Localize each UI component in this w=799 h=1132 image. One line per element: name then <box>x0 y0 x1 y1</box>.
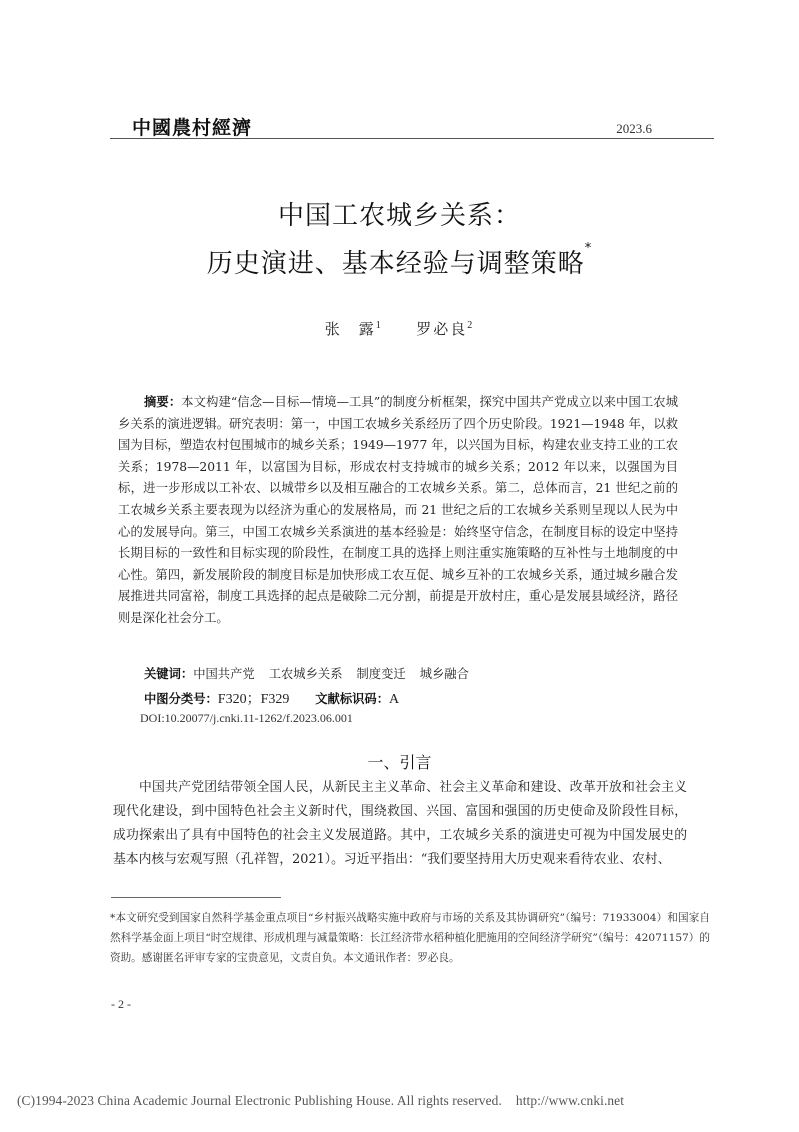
abstract-label: 摘要： <box>144 395 182 409</box>
copyright-notice <box>17 1093 624 1109</box>
funding-footnote: *本文研究受到国家自然科学基金重点项目“乡村振兴战略实施中政府与市场的关系及其协调研究”（编号：71933004）和国家自然科学基金面上项目“时空规律、形成机理与减量策略：长江经济带水稻种植化肥施用的空间经济学研究”（编号：42071157）的资助。感谢匿名评审专家的宝贵意见，文责自负。本文通讯作者：罗必良。 <box>110 912 710 964</box>
section-heading: 一、引言 <box>367 753 432 772</box>
keyword: 中国共产党 <box>193 667 255 681</box>
abstract <box>118 392 678 630</box>
abstract-text: 本文构建“信念—目标—情境—工具”的制度分析框架，探究中国共产党成立以来中国工农城乡关系的演进逻辑。研究表明：第一，中国工农城乡关系经历了四个历史阶段。1921—1948 年，以救国为目标，塑造农村包围城市的城乡关系；1949—1977 年，以兴国为目标，构建农业支持工业的工农关系；1978—2011 年，以富国为目标，形成农村支持城市的城乡关系；2012 年以来，以强国为目标，进一步形成以工补农、以城带乡以及相互融合的工农城乡关系。第二，总体而言，21 世纪之前的工农城乡关系主要表现为以经济为重心的发展格局，而 21 世纪之后的工农城乡关系则呈现以人民为中心的发展导向。第三，中国工农城乡关系演进的基本经验是：始终坚守信念，在制度目标的设定中坚持长期目标的一致性和目标实现的阶段性，在制度工具的选择上则注重实施策略的互补性与土地制度的中心性。第四，新发展阶段的制度目标是加快形成工农互促、城乡互补的工农城乡关系，通过城乡融合发展推进共同富裕，制度工具选择的起点是破除二元分割，前提是开放村庄，重心是发展县域经济，路径则是深化社会分工。 <box>118 395 678 625</box>
body-paragraph: 中国共产党团结带领全国人民，从新民主主义革命、社会主义革命和建设、改革开放和社会主义现代化建设，到中国特色社会主义新时代，围绕救国、兴国、富国和强国的历史使命及阶段性目标，成功探索出了具有中国特色的社会主义发展道路。其中，工农城乡关系的演进史可视为中国发展史的基本内核与宏观写照（孔祥智，2021）。习近平指出：“我们要坚持用大历史观来看待农业、农村、 <box>113 780 687 867</box>
author-name: 张 露 <box>324 320 376 338</box>
author-affiliation: 2 <box>467 320 475 331</box>
clc-label: 中图分类号： <box>144 692 218 706</box>
doc-code-label: 文献标识码： <box>315 692 390 706</box>
classification-line <box>144 688 399 708</box>
header-divider <box>110 138 714 139</box>
article-title-text: 历史演进、基本经验与调整策略 <box>206 249 585 279</box>
article-title-line-1: 中国工农城乡关系： <box>277 201 521 231</box>
article-title-line-2 <box>0 243 799 280</box>
copyright-text: (C)1994-2023 China Academic Journal Electronic Publishing House. All rights reserved. <box>17 1093 502 1108</box>
keyword: 制度变迁 <box>356 667 406 681</box>
doc-code-value: A <box>389 692 400 707</box>
keywords <box>144 664 483 682</box>
keywords-label: 关键词： <box>144 667 194 681</box>
author-name: 罗必良 <box>416 320 468 338</box>
keyword: 工农城乡关系 <box>268 667 343 681</box>
page-number: - 2 - <box>111 997 131 1011</box>
keyword: 城乡融合 <box>419 667 469 681</box>
author-affiliation: 1 <box>375 320 383 331</box>
title-footnote-marker: * <box>584 241 593 256</box>
clc-value: F320；F329 <box>217 692 290 707</box>
footnote-divider <box>111 897 281 898</box>
doi[interactable]: DOI:10.20077/j.cnki.11-1262/f.2023.06.001 <box>140 711 353 725</box>
journal-name: 中國農村經濟 <box>132 117 253 139</box>
issue-number: 2023.6 <box>616 121 652 136</box>
author-list <box>0 318 799 339</box>
copyright-url[interactable]: http://www.cnki.net <box>515 1093 625 1108</box>
